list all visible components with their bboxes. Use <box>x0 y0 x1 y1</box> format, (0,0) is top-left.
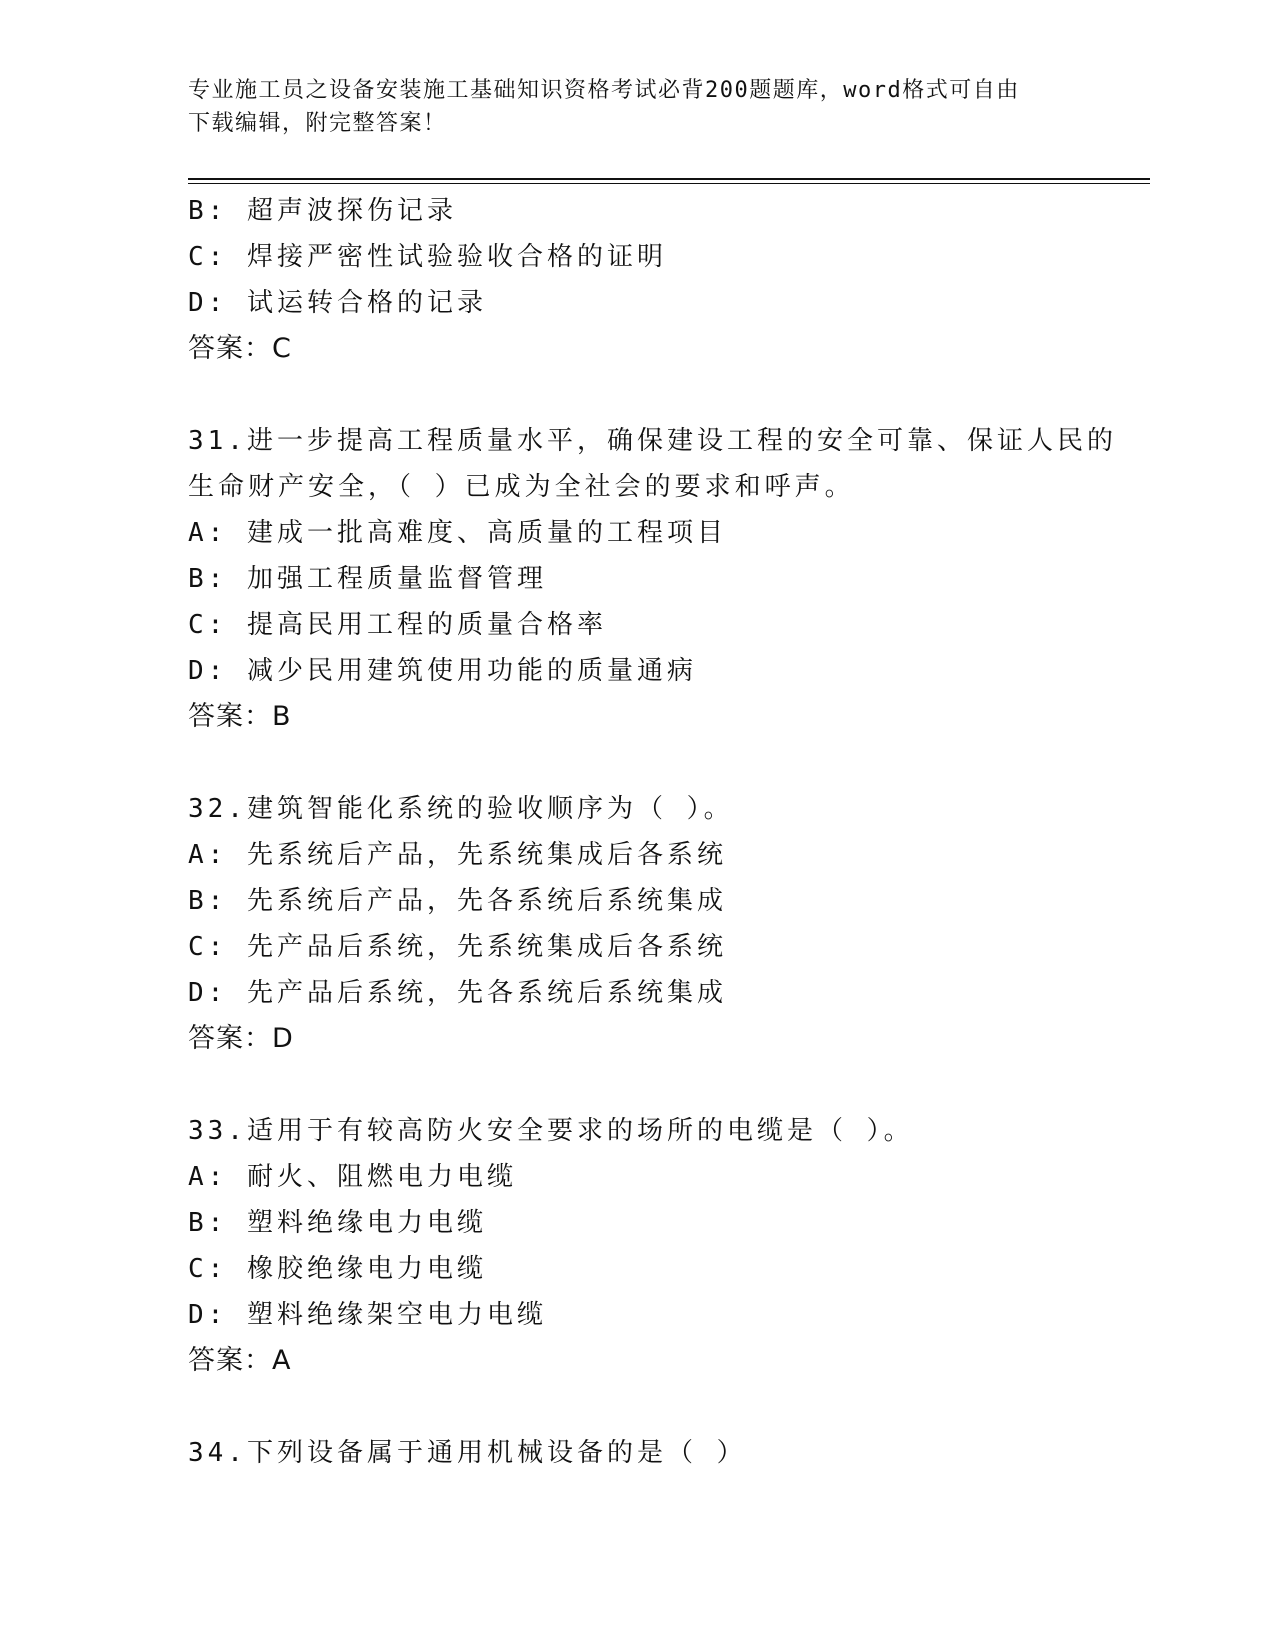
question-30-continued <box>188 188 1138 372</box>
question-stem: 32.建筑智能化系统的验收顺序为（ ）。 <box>188 794 734 824</box>
option-c: C: 提高民用工程的质量合格率 <box>188 610 607 640</box>
option-b: B: 加强工程质量监督管理 <box>188 564 547 594</box>
question-list <box>188 188 1138 1476</box>
question-stem: 34.下列设备属于通用机械设备的是（ ） <box>188 1438 747 1468</box>
option-d: D: 塑料绝缘架空电力电缆 <box>188 1300 547 1330</box>
option-a: A: 建成一批高难度、高质量的工程项目 <box>188 518 727 548</box>
header-divider-thin <box>188 183 1150 184</box>
option-d: D: 减少民用建筑使用功能的质量通病 <box>188 656 697 686</box>
spacer <box>188 372 1138 418</box>
option-c: C: 焊接严密性试验验收合格的证明 <box>188 242 667 272</box>
document-header <box>188 74 1088 140</box>
question-stem: 33.适用于有较高防火安全要求的场所的电缆是（ ）。 <box>188 1116 914 1146</box>
header-line-2: 下载编辑，附完整答案！ <box>188 111 447 136</box>
answer-line: 答案：A <box>188 1345 292 1376</box>
answer-line: 答案：B <box>188 701 292 732</box>
question-32 <box>188 786 1138 1062</box>
option-c: C: 橡胶绝缘电力电缆 <box>188 1254 487 1284</box>
option-d: D: 先产品后系统，先各系统后系统集成 <box>188 978 727 1008</box>
option-b: B: 超声波探伤记录 <box>188 196 457 226</box>
answer-line: 答案：C <box>188 333 292 364</box>
option-a: A: 耐火、阻燃电力电缆 <box>188 1162 517 1192</box>
spacer <box>188 1384 1138 1430</box>
option-d: D: 试运转合格的记录 <box>188 288 487 318</box>
option-a: A: 先系统后产品，先系统集成后各系统 <box>188 840 727 870</box>
answer-line: 答案：D <box>188 1023 294 1054</box>
question-34 <box>188 1430 1138 1476</box>
question-stem: 31.进一步提高工程质量水平，确保建设工程的安全可靠、保证人民的 <box>188 426 1117 456</box>
option-b: B: 塑料绝缘电力电缆 <box>188 1208 487 1238</box>
spacer <box>188 1062 1138 1108</box>
question-31 <box>188 418 1138 740</box>
spacer <box>188 740 1138 786</box>
header-divider-thick <box>188 178 1150 180</box>
option-c: C: 先产品后系统，先系统集成后各系统 <box>188 932 727 962</box>
option-b: B: 先系统后产品，先各系统后系统集成 <box>188 886 727 916</box>
question-33 <box>188 1108 1138 1384</box>
header-line-1: 专业施工员之设备安装施工基础知识资格考试必背200题题库，word格式可自由 <box>188 78 1020 103</box>
question-stem-continued: 生命财产安全，（ ）已成为全社会的要求和呼声。 <box>188 472 855 502</box>
